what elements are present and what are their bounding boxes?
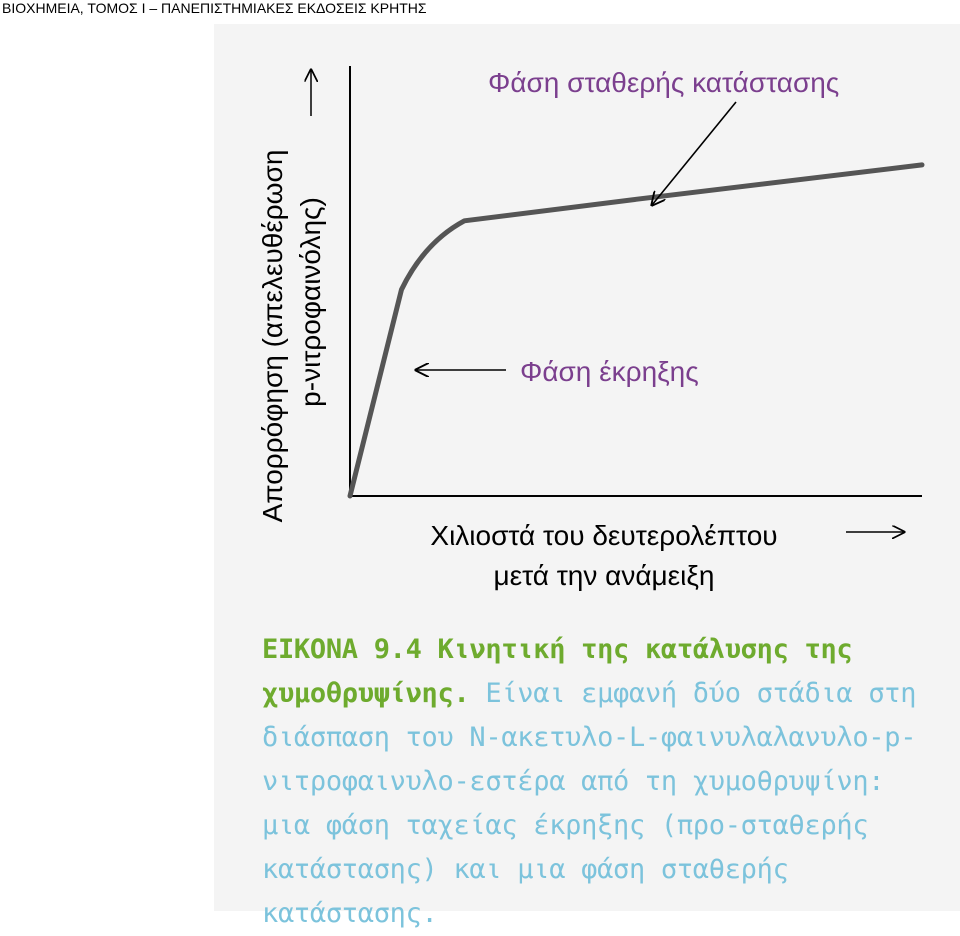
- y-axis-label-line1: Απορρόφηση (απελευθέρωση: [257, 149, 288, 523]
- y-axis-label-line2: p-νιτροφαινόλης): [295, 197, 326, 407]
- x-axis-label-line1: Χιλιοστά του δευτερολέπτου: [430, 520, 778, 551]
- kinetics-chart: [214, 24, 960, 624]
- page-header: ΒΙΟΧΗΜΕΙΑ, ΤΟΜΟΣ Ι – ΠΑΝΕΠΙΣΤΗΜΙΑΚΕΣ ΕΚΔΟΣΕΙΣ ΚΡΗΤΗΣ: [2, 0, 427, 16]
- caption-figure-label: ΕΙΚΟΝΑ 9.4: [262, 634, 422, 665]
- caption-body: Είναι εμφανή δύο στάδια στη διάσπαση του N-ακετυλο-L-φαινυλαλανυλο-p-νιτροφαινυλο-εστέρα από τη χυμοθρυψίνη: μια φάση ταχείας έκρηξης (προ-σταθερής κατάστασης) και μια φάση σταθερής κατάστασης.: [262, 678, 917, 929]
- x-axis-label-line2: μετά την ανάμειξη: [493, 560, 715, 591]
- series-line: [350, 165, 922, 496]
- caption-title: Κινητική της κατάλυσης της χυμοθρυψίνης.: [262, 634, 853, 709]
- figure-caption: [262, 628, 942, 936]
- annotation-burst: Φάση έκρηξης: [520, 356, 699, 387]
- annotation-steady-state: Φάση σταθερής κατάστασης: [488, 67, 840, 98]
